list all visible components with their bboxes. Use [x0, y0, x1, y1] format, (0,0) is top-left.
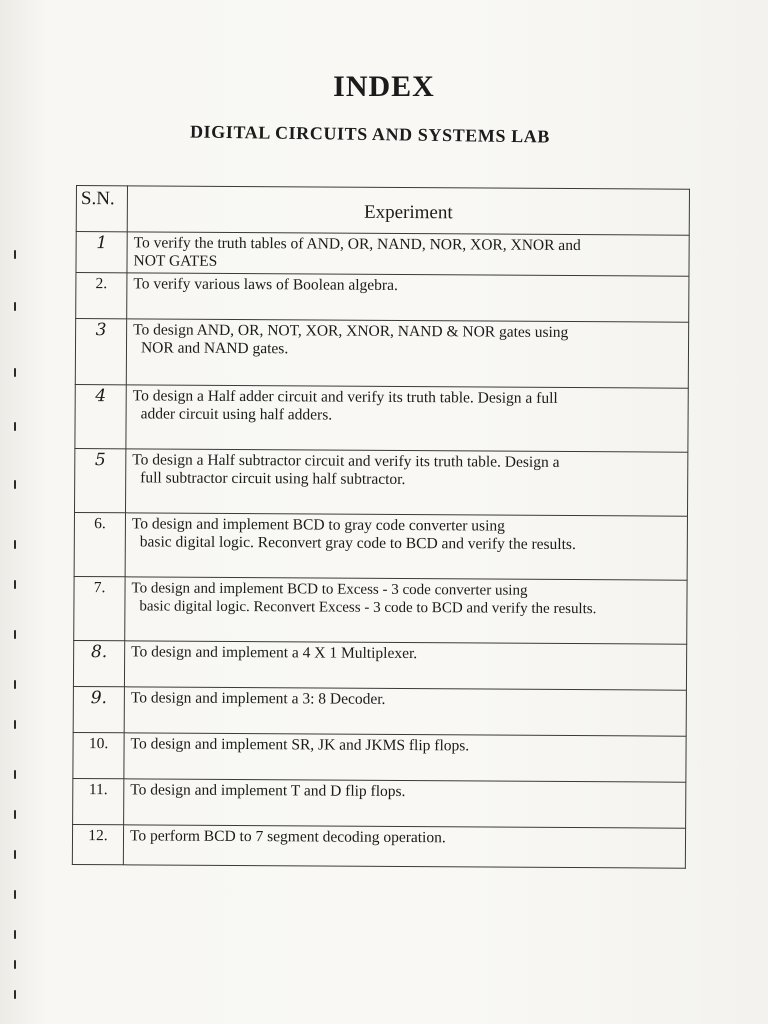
experiment-line: To design and implement BCD to gray code converter using [131, 515, 505, 535]
row-sn: 11. [73, 778, 124, 824]
table-row [73, 778, 686, 828]
row-experiment [126, 385, 688, 452]
row-experiment [125, 449, 687, 516]
experiment-line: adder circuit using half adders. [140, 405, 333, 424]
experiment-line: NOR and NAND gates. [140, 339, 289, 358]
row-experiment [127, 232, 689, 276]
row-experiment [125, 513, 687, 580]
row-experiment [124, 641, 686, 690]
table-row [73, 732, 686, 782]
row-experiment [124, 779, 686, 828]
binding-marks [14, 250, 26, 1010]
experiment-line: NOT GATES [133, 252, 218, 270]
experiment-line: To design and implement T and D flip flops. [130, 781, 406, 801]
page-title: INDEX [333, 70, 435, 103]
experiment-line: To design AND, OR, NOT, XOR, XNOR, NAND & NOR gates using [133, 321, 569, 342]
experiment-line: To perform BCD to 7 segment decoding operation. [129, 827, 446, 847]
row-sn: 3 [75, 319, 126, 385]
experiment-line: To verify various laws of Boolean algebra. [133, 275, 398, 294]
row-experiment [124, 733, 686, 782]
experiment-line: basic digital logic. Reconvert Excess - 3 code to BCD and verify the results. [139, 598, 597, 618]
row-sn: 10. [73, 732, 124, 778]
row-experiment [124, 687, 686, 736]
experiment-line: To design and implement a 3: 8 Decoder. [130, 689, 386, 708]
row-experiment [126, 319, 688, 388]
table-row [73, 640, 686, 690]
page-subtitle: DIGITAL CIRCUITS AND SYSTEMS LAB [189, 121, 551, 147]
table-row [74, 512, 687, 580]
table-row [75, 319, 688, 389]
experiment-line: basic digital logic. Reconvert gray code to BCD and verify the results. [139, 533, 576, 554]
table-row [75, 384, 688, 452]
row-sn: 1 [76, 232, 127, 273]
row-experiment [127, 273, 689, 322]
table-header-row [76, 186, 689, 236]
experiment-line: full subtractor circuit using half subtractor. [140, 469, 406, 489]
header-experiment: Experiment [127, 186, 689, 235]
table-row [74, 576, 687, 644]
row-sn: 8. [73, 640, 124, 686]
experiment-line: To design and implement a 4 X 1 Multiplexer. [131, 643, 418, 663]
experiment-line: To design and implement BCD to Excess - 3 code converter using [131, 580, 528, 599]
table-row [74, 448, 687, 516]
experiment-line: To verify the truth tables of AND, OR, NAND, NOR, XOR, XNOR and [133, 234, 581, 255]
row-experiment [125, 577, 687, 644]
index-table-wrapper [72, 185, 690, 864]
table-row [76, 232, 689, 277]
row-experiment [123, 825, 685, 868]
row-sn: 4 [75, 384, 126, 448]
row-sn: 6. [74, 512, 125, 576]
row-sn: 2. [76, 273, 127, 319]
experiment-line: To design a Half subtractor circuit and verify its truth table. Design a [132, 451, 560, 471]
row-sn: 7. [74, 576, 125, 640]
row-sn: 5 [74, 448, 125, 512]
row-sn: 9. [73, 686, 124, 732]
row-sn: 12. [72, 824, 123, 864]
table-row [76, 273, 689, 323]
table-row [73, 686, 686, 736]
table-row [72, 824, 685, 868]
experiment-line: To design and implement SR, JK and JKMS flip flops. [130, 735, 470, 755]
header-sn: S.N. [76, 186, 127, 232]
experiment-line: To design a Half adder circuit and verify its truth table. Design a full [132, 387, 558, 407]
index-table [72, 185, 690, 869]
